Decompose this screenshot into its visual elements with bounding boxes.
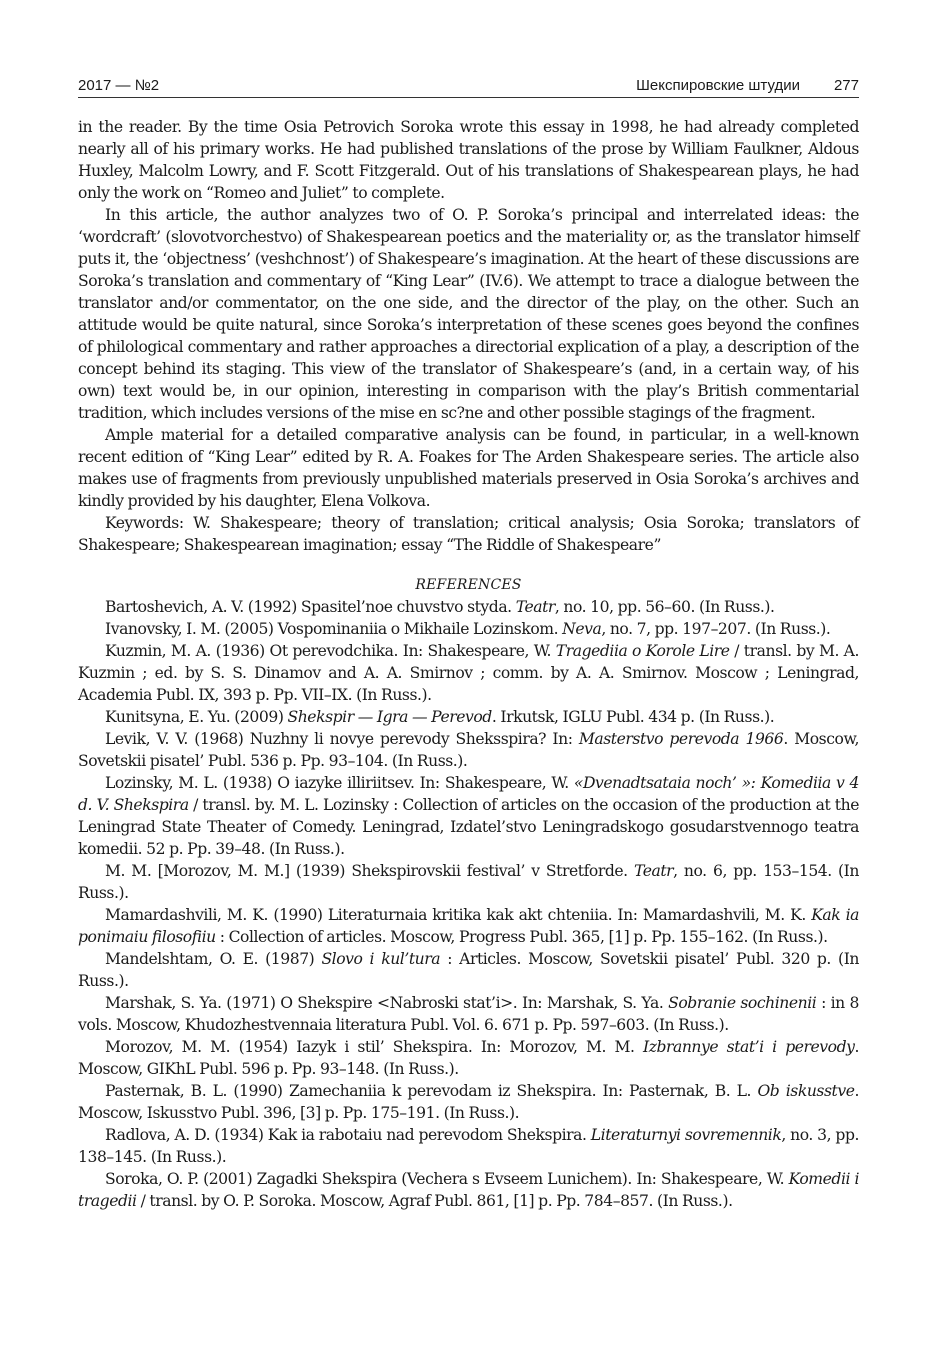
reference-text: Pasternak, B. L. (1990) Zamechaniia k perevodam iz Shekspira. In: Pasternak, B. L.	[105, 1082, 758, 1100]
reference-details: . Moscow, Sovetskii pisatel’ Publ. 536 p. Pp. 93–104. (In Russ.).	[78, 730, 859, 770]
reference-source-title: Slovo i kul’tura	[321, 950, 441, 968]
reference-text: Ivanovsky, I. M. (2005) Vospominaniia o Mikhaile Lozinskom.	[105, 620, 563, 638]
reference-text: Kunitsyna, E. Yu. (2009)	[105, 708, 288, 726]
reference-text: Lozinsky, M. L. (1938) O iazyke illiriitsev. In: Shakespeare, W.	[105, 774, 574, 792]
reference-text: M. M. [Morozov, M. M.] (1939) Shekspirovskii festival’ v Stretforde.	[105, 862, 634, 880]
reference-source-title: Teatr	[515, 598, 555, 616]
reference-text: Mandelshtam, O. E. (1987)	[105, 950, 322, 968]
reference-item	[78, 904, 859, 948]
reference-source-title: Teatr	[633, 862, 674, 880]
reference-source-title: Izbrannye stat’i i perevody	[642, 1038, 855, 1056]
paragraph: Ample material for a detailed comparative analysis can be found, in particular, in a well-known recent edition of “King Lear” edited by R. A. Foakes for The Arden Shakespeare series. The article also makes use of fragments from previously unpublished materials preserved in Osia Soroka’s archives and kindly provided by his daughter, Elena Volkova.	[78, 426, 859, 510]
reference-item	[78, 1124, 859, 1168]
reference-source-title: Kak ia ponimaiu filosofiiu	[78, 906, 859, 946]
reference-item	[78, 992, 859, 1036]
reference-details: / transl. by M. A. Kuzmin ; ed. by S. S. Dinamov and A. A. Smirnov ; comm. by A. A. Smirnov. Moscow ; Leningrad, Academia Publ. IX, 393 p. Pp. VII–IX. (In Russ.).	[78, 642, 860, 704]
reference-details: , no. 6, pp. 153–154. (In Russ.).	[78, 862, 859, 902]
reference-details: / transl. by O. P. Soroka. Moscow, Agraf Publ. 861, [1] p. Pp. 784–857. (In Russ.).	[136, 1192, 733, 1210]
reference-text: Morozov, M. M. (1954) Iazyk i stil’ Shekspira. In: Morozov, M. M.	[105, 1038, 643, 1056]
reference-source-title: Neva	[562, 620, 602, 638]
abstract-body	[78, 116, 859, 556]
issue-label: 2017 — №2	[78, 77, 160, 94]
paragraph: in the reader. By the time Osia Petrovich Soroka wrote this essay in 1998, he had already completed nearly all of his primary works. He had published translations of the prose by William Faulkner, Aldous Huxley, Malcolm Lowry, and F. Scott Fitzgerald. Out of his translations of Shakespearean plays, he had only the work on “Romeo and Juliet” to complete.	[78, 118, 859, 202]
reference-details: / transl. by. M. L. Lozinsky : Collection of articles on the occasion of the production at the Leningrad State Theater of Comedy. Leningrad, Izdatel’stvo Leningradskogo gosudarstvennogo teatra komedii. 52 p. Pp. 39–48. (In Russ.).	[78, 796, 859, 858]
reference-details: : in 8 vols. Moscow, Khudozhestvennaia literatura Publ. Vol. 6. 671 p. Pp. 597–603. (In Russ.).	[78, 994, 859, 1034]
reference-text: Levik, V. V. (1968) Nuzhny li novye perevody Sheksspira? In:	[105, 730, 579, 748]
keywords-paragraph: Keywords: W. Shakespeare; theory of translation; critical analysis; Osia Soroka; translators of Shakespeare; Shakespearean imagination; essay “The Riddle of Shakespeare”	[78, 514, 859, 554]
reference-item	[78, 1080, 859, 1124]
reference-item	[78, 860, 859, 904]
reference-text: Radlova, A. D. (1934) Kak ia rabotaiu nad perevodom Shekspira.	[105, 1126, 591, 1144]
paragraph: In this article, the author analyzes two of O. P. Soroka’s principal and interrelated ideas: the ‘wordcraft’ (slovotvorchestvo) of Shakespearean poetics and the materiality or, as the translator himself puts it, the ‘objectness’ (veshchnost’) of Shakespeare’s imagination. At the heart of these discussions are Soroka’s translation and commentary of “King Lear” (IV.6). We attempt to trace a dialogue between the translator and/or commentator, on the one side, and the director of the play, on the other. Such an attitude would be quite natural, since Soroka’s interpretation of these scenes goes beyond the confines of philological commentary and rather approaches a directorial explication of a play, a description of the concept behind its staging. This view of the translator of Shakespeare’s (and, in a certain way, of his own) text would be, in our opinion, interesting in comparison with the play’s British commentarial tradition, which includes versions of the mise en sc?ne and other possible stagings of the fragment.	[78, 206, 859, 422]
reference-item	[78, 640, 859, 706]
reference-text: Mamardashvili, M. K. (1990) Literaturnaia kritika kak akt chteniia. In: Mamardashvili, M. K.	[105, 906, 812, 924]
reference-item	[78, 948, 859, 992]
reference-source-title: Literaturnyi sovremennik	[590, 1126, 782, 1144]
reference-source-title: Ob iskusstve	[757, 1082, 855, 1100]
reference-item	[78, 706, 859, 728]
reference-item	[78, 728, 859, 772]
references-list	[78, 596, 859, 1212]
reference-details: , no. 7, pp. 197–207. (In Russ.).	[601, 620, 831, 638]
journal-title: Шекспировские штудии	[636, 77, 800, 94]
references-heading: REFERENCES	[415, 577, 522, 593]
reference-item	[78, 596, 859, 618]
reference-source-title: «Dvenadtsataia noch’ »: Komediia v 4 d. V. Shekspira	[78, 774, 859, 814]
reference-details: , no. 3, pp. 138–145. (In Russ.).	[78, 1126, 859, 1166]
reference-text: Kuzmin, M. A. (1936) Ot perevodchika. In: Shakespeare, W.	[105, 642, 556, 660]
reference-details: . Irkutsk, IGLU Publ. 434 p. (In Russ.).	[491, 708, 775, 726]
header-right	[636, 76, 859, 96]
reference-source-title: Komedii i tragedii	[78, 1170, 859, 1210]
reference-item	[78, 1168, 859, 1212]
reference-item	[78, 772, 859, 860]
reference-source-title: Tragediia o Korole Lire	[555, 642, 730, 660]
reference-source-title: Masterstvo perevoda 1966	[578, 730, 784, 748]
reference-text: Marshak, S. Ya. (1971) O Shekspire <Nabroski stat’i>. In: Marshak, S. Ya.	[105, 994, 669, 1012]
reference-item	[78, 618, 859, 640]
reference-source-title: Shekspir — Igra — Perevod	[287, 708, 492, 726]
reference-details: : Articles. Moscow, Sovetskii pisatel’ Publ. 320 p. (In Russ.).	[78, 950, 859, 990]
reference-details: . Moscow, GIKhL Publ. 596 p. Pp. 93–148. (In Russ.).	[78, 1038, 859, 1078]
reference-details: , no. 10, pp. 56–60. (In Russ.).	[554, 598, 775, 616]
running-header	[78, 76, 859, 98]
reference-item	[78, 1036, 859, 1080]
reference-source-title: Sobranie sochinenii	[668, 994, 817, 1012]
reference-text: Soroka, O. P. (2001) Zagadki Shekspira (Vechera s Evseem Lunichem). In: Shakespeare, W.	[105, 1170, 789, 1188]
reference-details: : Collection of articles. Moscow, Progress Publ. 365, [1] p. Pp. 155–162. (In Russ.).	[215, 928, 828, 946]
reference-text: Bartoshevich, A. V. (1992) Spasitel’noe chuvstvo styda.	[105, 598, 516, 616]
reference-details: . Moscow, Iskusstvo Publ. 396, [3] p. Pp. 175–191. (In Russ.).	[78, 1082, 859, 1122]
journal-page	[78, 76, 859, 1212]
page-number: 277	[833, 77, 859, 94]
